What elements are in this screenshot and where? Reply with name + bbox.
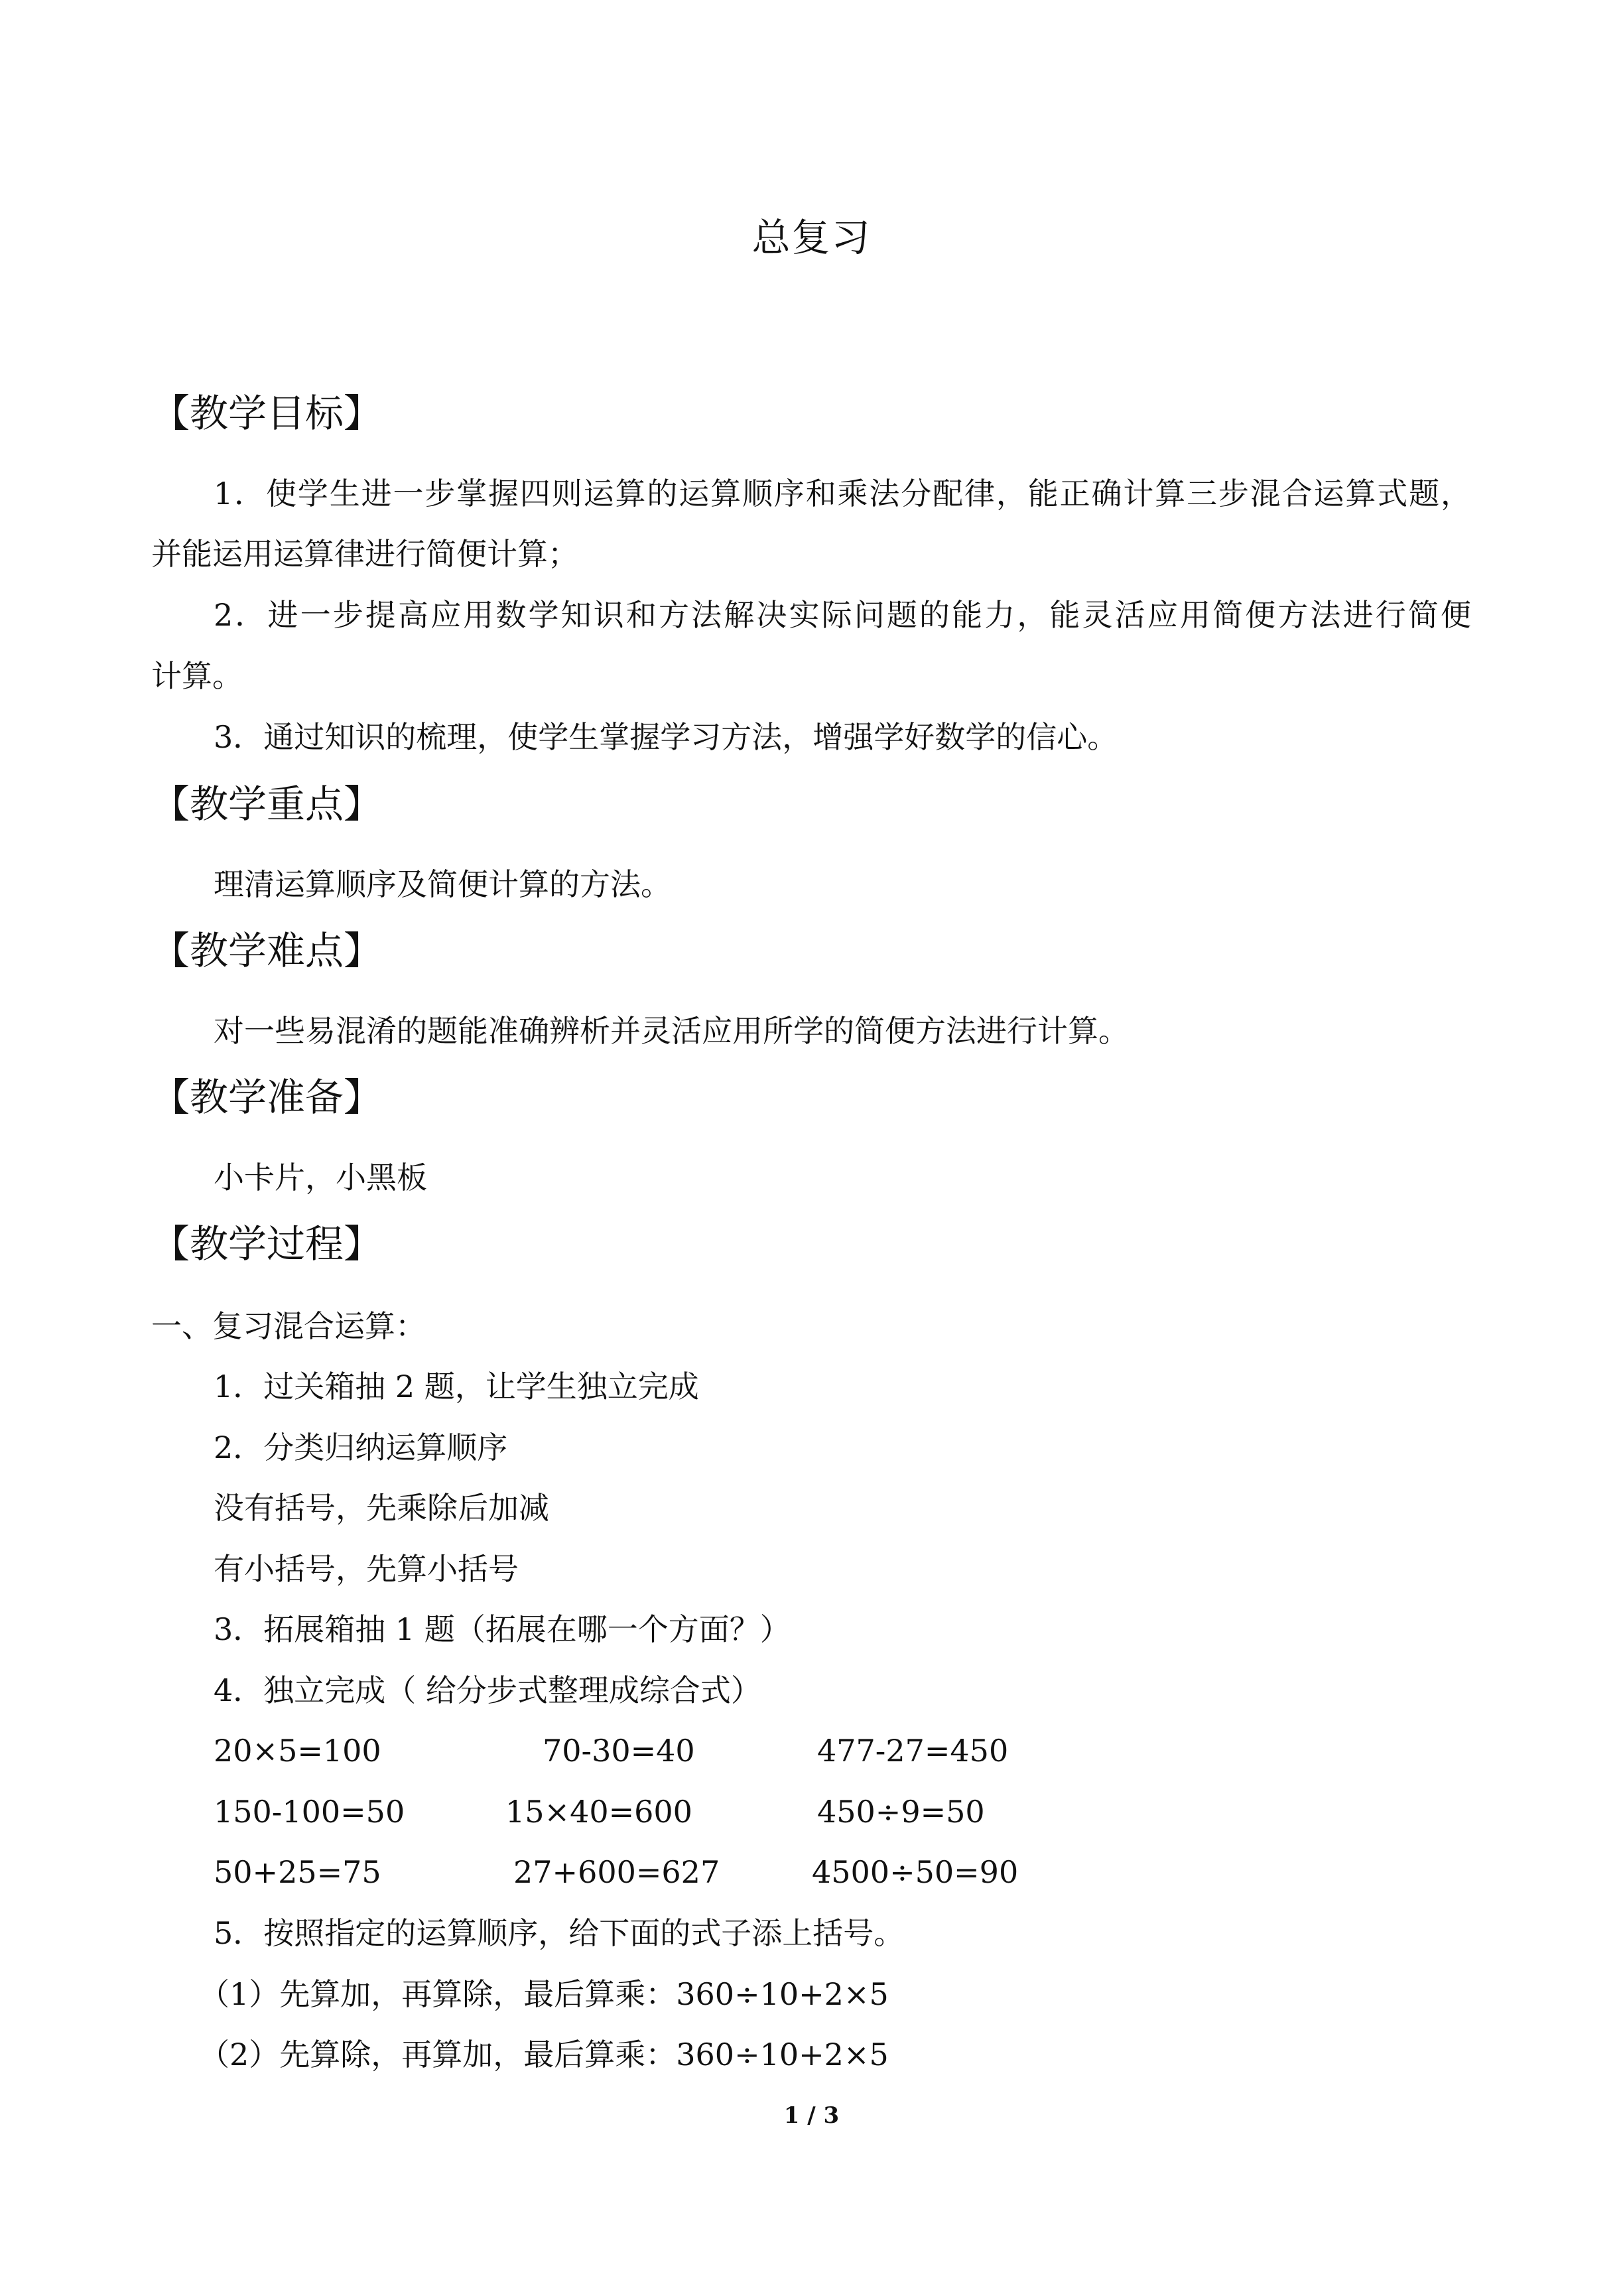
section-heading-preparation: 【教学准备】 <box>151 1075 383 1120</box>
objective-2-line-2: 计算。 <box>151 658 243 694</box>
equation: 20×5=100 <box>214 1733 381 1769</box>
section-heading-objectives: 【教学目标】 <box>151 391 383 436</box>
section-heading-key-points: 【教学重点】 <box>151 781 383 827</box>
page-number: 1 / 3 <box>783 2102 840 2129</box>
key-points-text: 理清运算顺序及简便计算的方法。 <box>214 866 671 902</box>
equation: 50+25=75 <box>214 1854 381 1890</box>
equation: 15×40=600 <box>505 1794 692 1830</box>
process-step-5: 5．按照指定的运算顺序，给下面的式子添上括号。 <box>214 1915 905 1951</box>
objective-1-line-2: 并能运用运算律进行简便计算； <box>151 536 578 572</box>
objective-2-line-1: 2．进一步提高应用数学知识和方法解决实际问题的能力，能灵活应用简便方法进行简便 <box>214 597 1471 633</box>
equation: 4500÷50=90 <box>812 1854 1019 1890</box>
process-rule-1: 没有括号，先乘除后加减 <box>214 1490 549 1526</box>
equation: 477-27=450 <box>817 1733 1009 1769</box>
equation: 450÷9=50 <box>817 1794 985 1830</box>
equation: 70-30=40 <box>543 1733 695 1769</box>
objective-1-line-1: 1．使学生进一步掌握四则运算的运算顺序和乘法分配律，能正确计算三步混合运算式题， <box>214 476 1471 511</box>
preparation-text: 小卡片，小黑板 <box>214 1160 427 1195</box>
section-heading-difficulties: 【教学难点】 <box>151 928 383 973</box>
section-heading-process: 【教学过程】 <box>151 1221 383 1266</box>
difficulties-text: 对一些易混淆的题能准确辨析并灵活应用所学的简便方法进行计算。 <box>214 1013 1129 1049</box>
process-question-1: （1）先算加，再算除，最后算乘：360÷10+2×5 <box>199 1976 889 2012</box>
process-rule-2: 有小括号，先算小括号 <box>214 1551 519 1587</box>
equation: 27+600=627 <box>513 1854 720 1890</box>
process-question-2: （2）先算除，再算加，最后算乘：360÷10+2×5 <box>199 2037 889 2072</box>
process-step-3: 3．拓展箱抽 1 题（拓展在哪一个方面？） <box>214 1611 791 1647</box>
process-part1-title: 一、复习混合运算： <box>151 1308 426 1344</box>
process-step-4: 4．独立完成（ 给分步式整理成综合式） <box>214 1672 761 1708</box>
process-step-1: 1．过关箱抽 2 题，让学生独立完成 <box>214 1369 699 1404</box>
document-title: 总复习 <box>751 215 872 260</box>
objective-3: 3．通过知识的梳理，使学生掌握学习方法，增强学好数学的信心。 <box>214 719 1118 755</box>
equation: 150-100=50 <box>214 1794 405 1830</box>
process-step-2: 2．分类归纳运算顺序 <box>214 1430 508 1465</box>
